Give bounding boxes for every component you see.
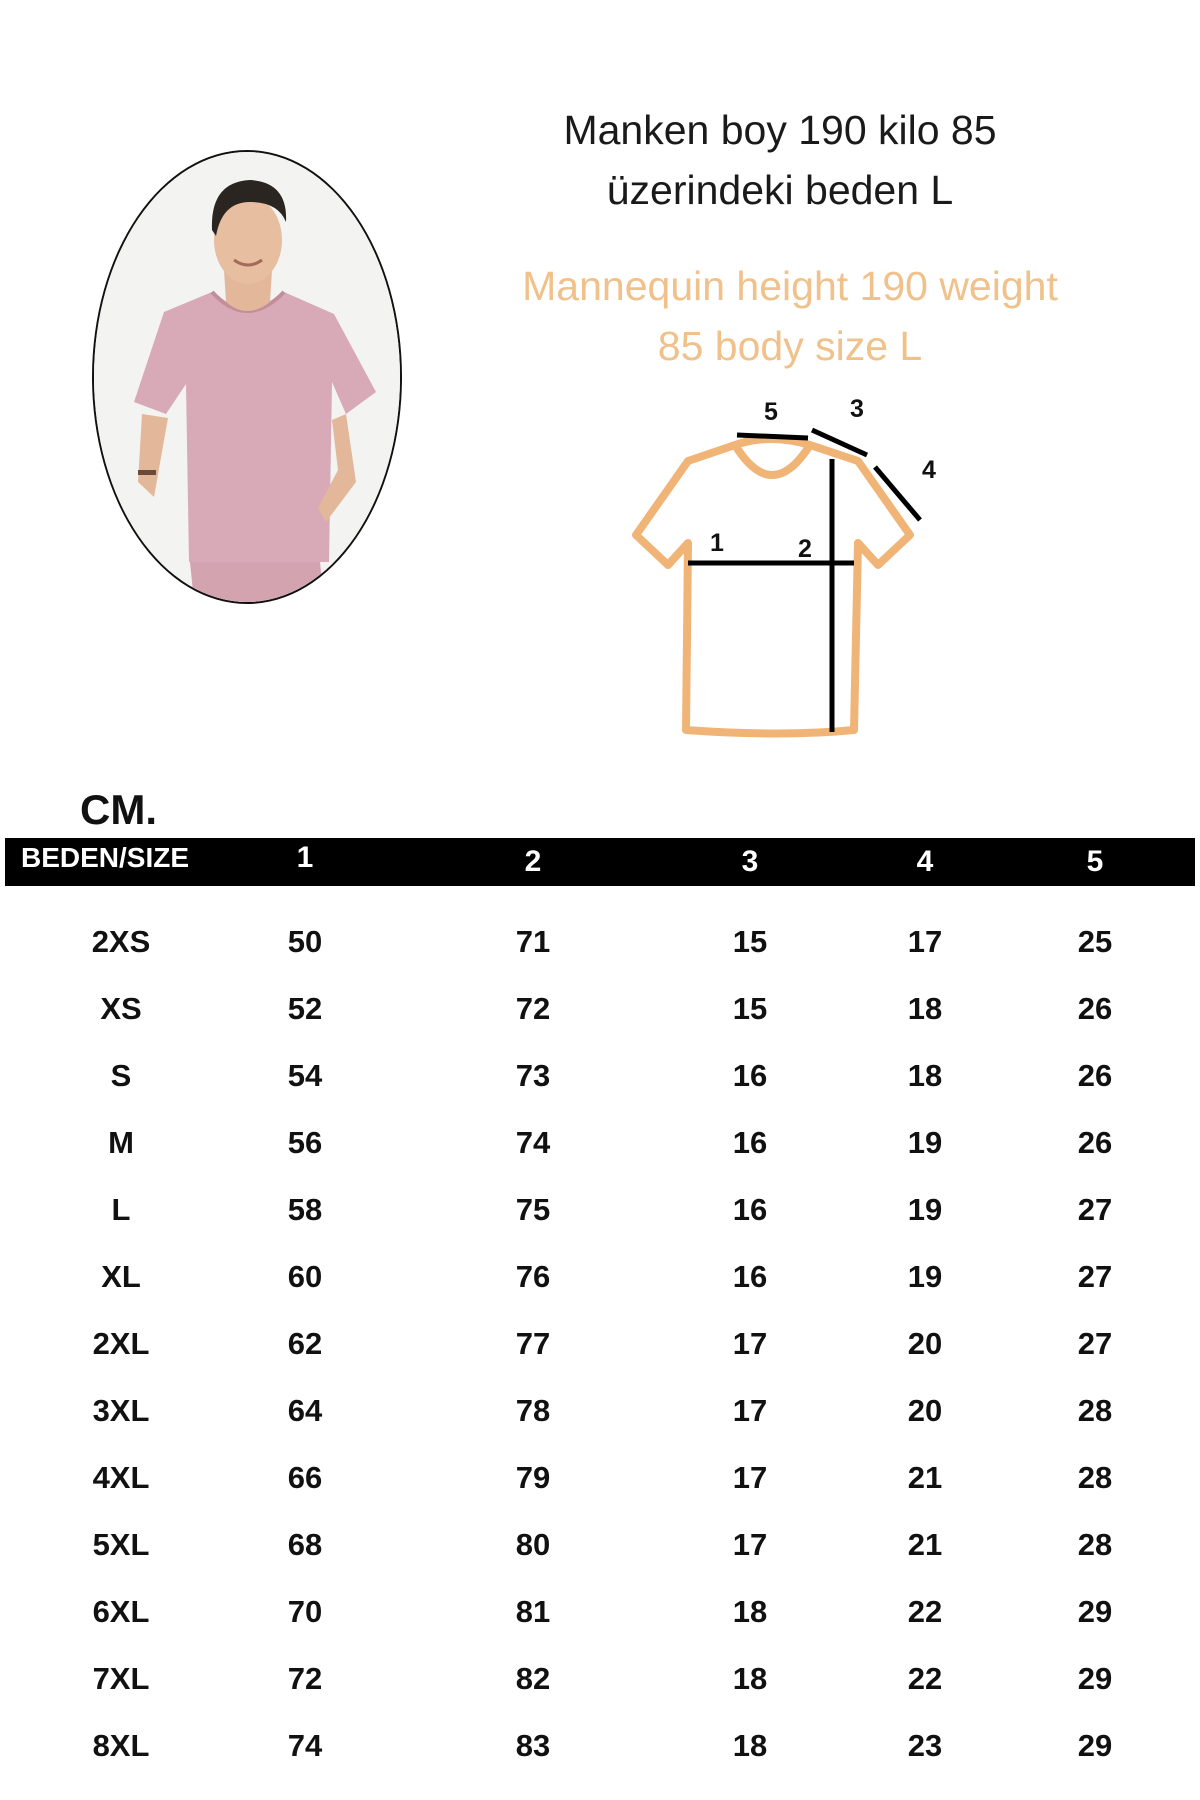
value-cell: 56 xyxy=(287,1125,323,1160)
value-cell: 27 xyxy=(1077,1326,1113,1361)
value-cell: 15 xyxy=(732,991,768,1026)
value-cell: 16 xyxy=(732,1192,768,1227)
value-cell: 16 xyxy=(732,1259,768,1294)
caption-turkish-line-1: Manken boy 190 kilo 85 xyxy=(563,107,997,153)
value-cell: 79 xyxy=(515,1460,551,1495)
value-cell: 72 xyxy=(515,991,551,1026)
value-cell: 16 xyxy=(732,1125,768,1160)
value-cell: 62 xyxy=(287,1326,323,1361)
table-row xyxy=(5,1310,1195,1377)
table-row xyxy=(5,1578,1195,1645)
value-cell: 68 xyxy=(287,1527,323,1562)
table-row xyxy=(5,1176,1195,1243)
value-cell: 71 xyxy=(515,924,551,959)
value-cell: 58 xyxy=(287,1192,323,1227)
table-row xyxy=(5,1511,1195,1578)
caption-english-line-2: 85 body size L xyxy=(657,323,923,369)
value-cell: 17 xyxy=(732,1527,768,1562)
value-cell: 74 xyxy=(515,1125,551,1160)
measurement-diagram xyxy=(610,385,940,745)
diagram-label-1: 1 xyxy=(710,529,724,557)
value-cell: 15 xyxy=(732,924,768,959)
value-cell: 74 xyxy=(287,1728,323,1763)
value-cell: 21 xyxy=(907,1527,943,1562)
value-cell: 60 xyxy=(287,1259,323,1294)
value-cell: 18 xyxy=(732,1728,768,1763)
size-cell: 2XL xyxy=(92,1326,150,1361)
table-body xyxy=(5,908,1195,1779)
value-cell: 18 xyxy=(732,1661,768,1696)
value-cell: 17 xyxy=(907,924,943,959)
value-cell: 27 xyxy=(1077,1259,1113,1294)
value-cell: 28 xyxy=(1077,1393,1113,1428)
value-cell: 50 xyxy=(287,924,323,959)
value-cell: 25 xyxy=(1077,924,1113,959)
value-cell: 26 xyxy=(1077,991,1113,1026)
value-cell: 64 xyxy=(287,1393,323,1428)
value-cell: 76 xyxy=(515,1259,551,1294)
value-cell: 70 xyxy=(287,1594,323,1629)
header-col-3: 3 xyxy=(741,845,759,878)
caption-turkish xyxy=(470,100,1090,220)
table-row xyxy=(5,1645,1195,1712)
size-cell: L xyxy=(111,1192,131,1227)
value-cell: 29 xyxy=(1077,1728,1113,1763)
value-cell: 83 xyxy=(515,1728,551,1763)
size-cell: XS xyxy=(100,991,142,1026)
header-size: BEDEN/SIZE xyxy=(21,842,190,873)
size-table xyxy=(5,838,1195,1779)
value-cell: 18 xyxy=(732,1594,768,1629)
value-cell: 28 xyxy=(1077,1460,1113,1495)
model-figure xyxy=(94,152,400,602)
value-cell: 73 xyxy=(515,1058,551,1093)
value-cell: 20 xyxy=(907,1326,943,1361)
diagram-label-3: 3 xyxy=(850,395,864,423)
value-cell: 18 xyxy=(907,991,943,1026)
value-cell: 27 xyxy=(1077,1192,1113,1227)
table-row xyxy=(5,1243,1195,1310)
value-cell: 52 xyxy=(287,991,323,1026)
value-cell: 22 xyxy=(907,1594,943,1629)
value-cell: 82 xyxy=(515,1661,551,1696)
table-row xyxy=(5,1377,1195,1444)
value-cell: 19 xyxy=(907,1259,943,1294)
value-cell: 17 xyxy=(732,1326,768,1361)
value-cell: 19 xyxy=(907,1192,943,1227)
value-cell: 22 xyxy=(907,1661,943,1696)
diagram-label-2: 2 xyxy=(798,535,812,563)
size-cell: 3XL xyxy=(92,1393,150,1428)
size-cell: XL xyxy=(101,1259,141,1294)
value-cell: 77 xyxy=(515,1326,551,1361)
header-col-1: 1 xyxy=(296,841,314,874)
size-cell: 4XL xyxy=(92,1460,150,1495)
table-row xyxy=(5,1444,1195,1511)
unit-label: CM. xyxy=(80,786,157,833)
diagram-label-4: 4 xyxy=(922,456,936,484)
caption-english xyxy=(470,256,1110,376)
header-col-2: 2 xyxy=(524,845,542,878)
value-cell: 19 xyxy=(907,1125,943,1160)
table-header xyxy=(5,838,1195,886)
value-cell: 75 xyxy=(515,1192,551,1227)
table-row xyxy=(5,975,1195,1042)
value-cell: 23 xyxy=(907,1728,943,1763)
size-cell: 6XL xyxy=(92,1594,150,1629)
value-cell: 21 xyxy=(907,1460,943,1495)
value-cell: 17 xyxy=(732,1460,768,1495)
value-cell: 78 xyxy=(515,1393,551,1428)
size-cell: S xyxy=(110,1058,132,1093)
value-cell: 20 xyxy=(907,1393,943,1428)
value-cell: 18 xyxy=(907,1058,943,1093)
header-col-5: 5 xyxy=(1086,845,1104,878)
diagram-label-5: 5 xyxy=(764,398,778,426)
value-cell: 66 xyxy=(287,1460,323,1495)
header-col-4: 4 xyxy=(916,845,934,878)
table-row xyxy=(5,908,1195,975)
value-cell: 16 xyxy=(732,1058,768,1093)
table-row xyxy=(5,1109,1195,1176)
value-cell: 54 xyxy=(287,1058,323,1093)
caption-english-line-1: Mannequin height 190 weight xyxy=(522,263,1058,309)
size-cell: 7XL xyxy=(92,1661,150,1696)
caption-turkish-line-2: üzerindeki beden L xyxy=(606,167,954,213)
value-cell: 80 xyxy=(515,1527,551,1562)
size-cell: M xyxy=(108,1125,134,1160)
value-cell: 26 xyxy=(1077,1125,1113,1160)
size-cell: 5XL xyxy=(92,1527,150,1562)
value-cell: 26 xyxy=(1077,1058,1113,1093)
model-photo xyxy=(92,150,402,604)
table-row xyxy=(5,1712,1195,1779)
size-cell: 2XS xyxy=(91,924,151,959)
tshirt-outline-icon xyxy=(610,385,940,745)
table-row xyxy=(5,1042,1195,1109)
value-cell: 29 xyxy=(1077,1661,1113,1696)
size-cell: 8XL xyxy=(92,1728,150,1763)
value-cell: 28 xyxy=(1077,1527,1113,1562)
value-cell: 29 xyxy=(1077,1594,1113,1629)
value-cell: 72 xyxy=(287,1661,323,1696)
value-cell: 17 xyxy=(732,1393,768,1428)
value-cell: 81 xyxy=(515,1594,551,1629)
